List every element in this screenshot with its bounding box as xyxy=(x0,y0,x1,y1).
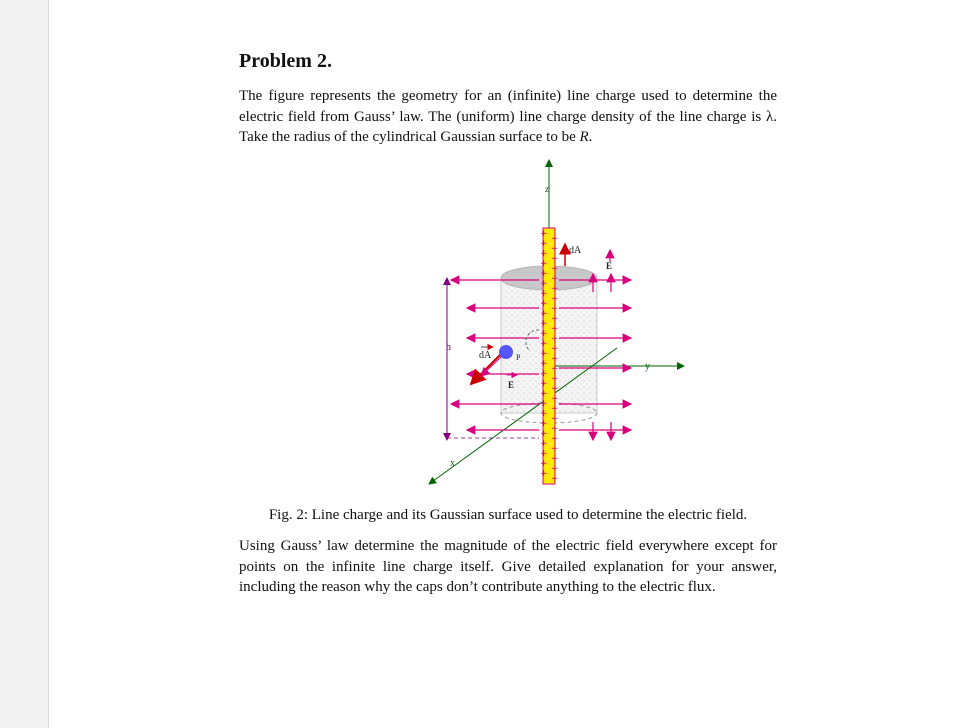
svg-text:+: + xyxy=(551,444,559,454)
svg-text:+: + xyxy=(551,294,559,304)
svg-text:+: + xyxy=(540,409,548,419)
svg-text:+: + xyxy=(540,319,548,329)
svg-text:+: + xyxy=(540,349,548,359)
point-p-label: P xyxy=(516,353,521,362)
svg-text:+: + xyxy=(540,389,548,399)
svg-text:+: + xyxy=(551,464,559,474)
svg-text:+: + xyxy=(540,469,548,479)
svg-text:+: + xyxy=(540,459,548,469)
svg-text:+: + xyxy=(551,304,559,314)
side-E-label: E xyxy=(508,380,515,390)
svg-text:+: + xyxy=(540,369,548,379)
svg-text:+: + xyxy=(551,284,559,294)
svg-text:+: + xyxy=(551,334,559,344)
svg-text:+: + xyxy=(540,429,548,439)
svg-text:+: + xyxy=(551,424,559,434)
svg-text:+: + xyxy=(540,339,548,349)
height-label: h xyxy=(446,342,451,353)
svg-text:+: + xyxy=(540,239,548,249)
svg-text:+: + xyxy=(551,344,559,354)
cap-E-label: E xyxy=(606,261,613,271)
gauss-figure xyxy=(379,152,699,492)
intro-text-2: . Take the radius of the cylindrical Gaussian surface to be xyxy=(239,108,777,145)
svg-text:+: + xyxy=(551,254,559,264)
svg-text:+: + xyxy=(551,274,559,284)
svg-text:+: + xyxy=(540,229,548,239)
intro-text-3: . xyxy=(588,129,593,145)
problem-intro xyxy=(239,86,777,148)
svg-text:+: + xyxy=(551,364,559,374)
svg-text:+: + xyxy=(540,289,548,299)
y-axis-label: y xyxy=(645,361,650,372)
svg-text:+: + xyxy=(551,314,559,324)
problem-title: Problem 2. xyxy=(239,50,332,72)
svg-text:+: + xyxy=(551,404,559,414)
svg-text:+: + xyxy=(551,244,559,254)
side-dA-label: dA xyxy=(479,350,492,361)
point-p xyxy=(499,345,513,359)
z-axis-label: z xyxy=(545,184,549,194)
svg-text:+: + xyxy=(551,434,559,444)
svg-text:+: + xyxy=(540,449,548,459)
svg-text:+: + xyxy=(540,399,548,409)
radius-symbol: R xyxy=(579,129,589,145)
svg-text:+: + xyxy=(551,394,559,404)
problem-question: Using Gauss’ law determine the magnitude of the electric field everywhere except for points on the infinite line charge itself. Give detailed explanation for your answer, including the reason why the caps don’t contribute anything to the electric flux. xyxy=(239,538,777,595)
svg-text:+: + xyxy=(551,354,559,364)
x-axis-label: x xyxy=(450,458,455,469)
svg-text:+: + xyxy=(540,279,548,289)
figure-caption: Fig. 2: Line charge and its Gaussian surface used to determine the electric field. xyxy=(268,507,748,523)
svg-text:+: + xyxy=(540,329,548,339)
svg-text:+: + xyxy=(551,474,559,484)
svg-text:+: + xyxy=(551,454,559,464)
svg-text:+: + xyxy=(540,379,548,389)
svg-text:+: + xyxy=(551,414,559,424)
intro-text-1: The figure represents the geometry for an (infinite) line charge used to determine the electric field from Gauss’ law. The (uniform) line charge density of the line charge is xyxy=(239,88,777,125)
svg-text:+: + xyxy=(540,359,548,369)
svg-text:+: + xyxy=(551,384,559,394)
svg-text:+: + xyxy=(540,269,548,279)
svg-text:+: + xyxy=(540,419,548,429)
cap-dA-label: dA xyxy=(569,245,582,256)
svg-text:+: + xyxy=(551,324,559,334)
svg-text:+: + xyxy=(551,264,559,274)
svg-text:+: + xyxy=(540,439,548,449)
document-page xyxy=(48,0,969,728)
svg-text:+: + xyxy=(551,374,559,384)
svg-text:+: + xyxy=(540,259,548,269)
lambda-symbol: λ xyxy=(765,108,774,125)
svg-text:+: + xyxy=(540,309,548,319)
svg-text:+: + xyxy=(540,249,548,259)
svg-text:+: + xyxy=(551,234,559,244)
svg-text:+: + xyxy=(540,299,548,309)
